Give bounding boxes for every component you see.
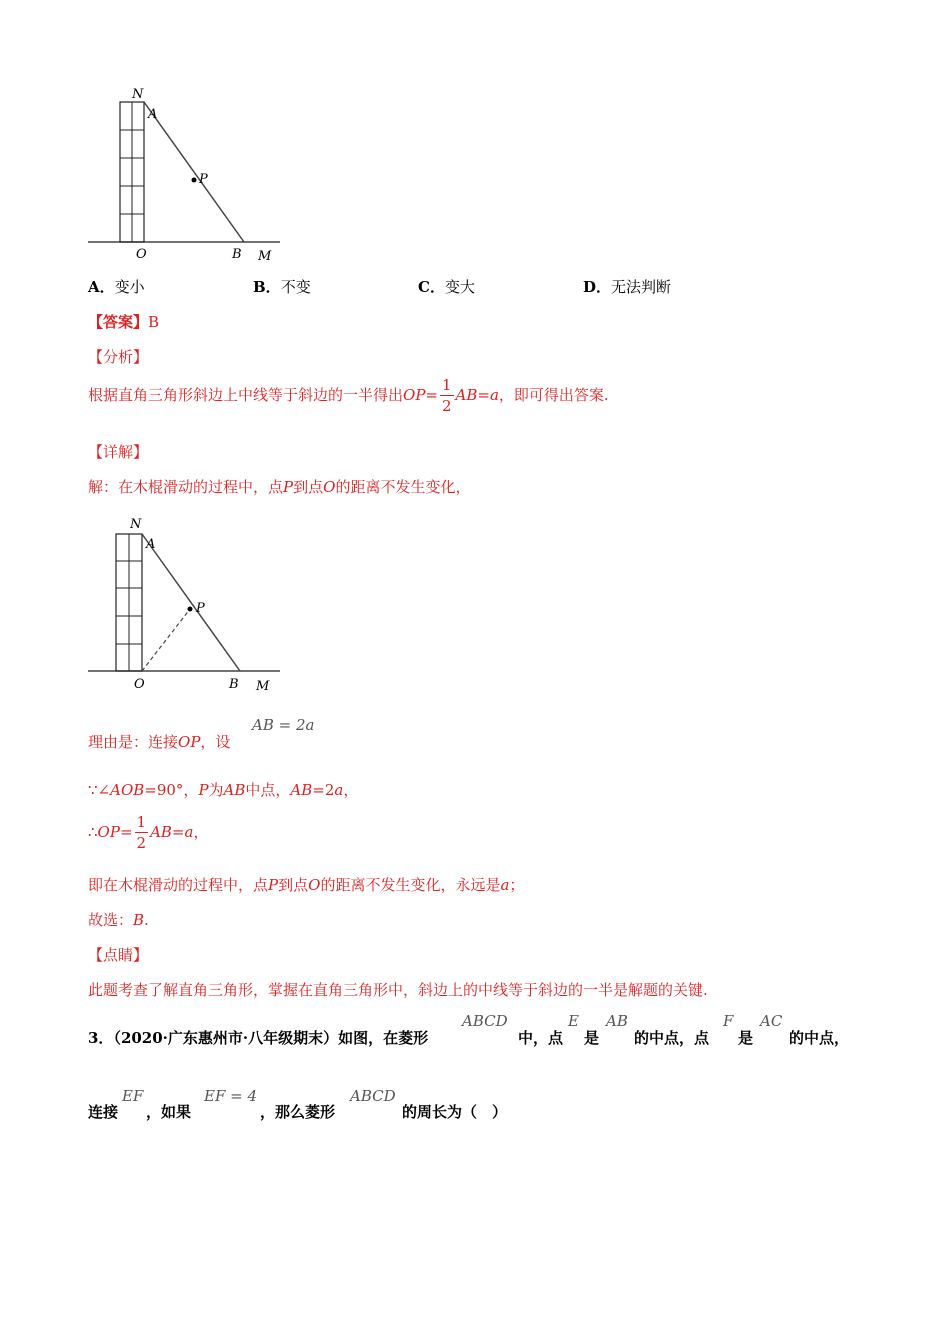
label-p: P	[196, 601, 205, 616]
option-a[interactable]: A．变小	[88, 278, 145, 296]
q3-text-9: ，那么菱形	[260, 1103, 336, 1121]
label-a: A	[146, 537, 156, 552]
label-a: A	[148, 107, 158, 122]
comment-text: 此题考查了解直角三角形，掌握在直角三角形中，斜边上的中线等于斜边的一半是解题的关键.	[88, 981, 708, 999]
q3-line-1: 3．（2020·广东惠州市·八年级期末）如图，在菱形	[88, 1029, 429, 1047]
q3-text-5: 是	[738, 1029, 754, 1047]
point-p	[188, 607, 193, 612]
point-p	[192, 178, 197, 183]
label-b: B	[232, 247, 242, 262]
segment-op	[142, 609, 190, 671]
label-p: P	[199, 172, 208, 187]
math-ac: AC	[760, 1012, 783, 1030]
stick-ab	[142, 534, 240, 671]
q3-text-8: ，如果	[146, 1103, 192, 1121]
reason-line-2: ∵∠AOB=90°，P为AB中点，AB=2a，	[88, 781, 359, 799]
stick-ab	[144, 102, 244, 242]
q3-text-7: 连接	[88, 1103, 119, 1121]
label-b: B	[229, 677, 239, 692]
reason-line-4: 即在木棍滑动的过程中，点P到点O的距离不发生变化，永远是a；	[88, 876, 525, 894]
option-d[interactable]: D．无法判断	[583, 278, 672, 296]
figure-ladder-2	[80, 508, 300, 698]
option-b[interactable]: B．不变	[253, 278, 311, 296]
detail-tag: 【详解】	[88, 443, 149, 461]
q3-text-2: 中，点	[518, 1029, 564, 1047]
answer-line: 【答案】B	[88, 313, 160, 331]
math-f: F	[723, 1012, 734, 1030]
label-o: O	[136, 247, 147, 262]
label-n: N	[130, 517, 142, 532]
comment-tag: 【点睛】	[88, 946, 149, 964]
math-e: E	[568, 1012, 579, 1030]
option-c[interactable]: C．变大	[418, 278, 475, 296]
math-ef: EF	[122, 1087, 144, 1105]
analysis-text: 根据直角三角形斜边上中线等于斜边的一半得出OP= $\frac{1}{2}$ AB=a，即可得出答案.	[88, 376, 609, 415]
q3-text-10: 的周长为（ ）	[402, 1103, 508, 1121]
label-n: N	[132, 87, 144, 102]
q3-text-3: 是	[584, 1029, 600, 1047]
label-o: O	[134, 677, 145, 692]
math-ab: AB	[606, 1012, 628, 1030]
math-ab-2a: AB = 2a	[252, 716, 315, 734]
label-m: M	[256, 679, 270, 694]
reason-line-3: ∴OP= $\frac{1}{2}$ AB=a，	[88, 813, 209, 852]
q3-text-4: 的中点，点	[634, 1029, 710, 1047]
fraction-half: $\frac{1}{2}$	[441, 376, 452, 415]
fraction-half-2: $\frac{1}{2}$	[136, 813, 147, 852]
math-abcd: ABCD	[462, 1012, 508, 1030]
detail-line-1: 解：在木棍滑动的过程中，点P到点O的距离不发生变化，	[88, 478, 471, 496]
figure-ladder-1	[80, 80, 300, 270]
label-m: M	[258, 249, 272, 264]
math-ef-4: EF = 4	[204, 1087, 258, 1105]
math-abcd-2: ABCD	[350, 1087, 396, 1105]
reason-line-1: 理由是：连接OP，设	[88, 733, 231, 751]
analysis-tag: 【分析】	[88, 348, 149, 366]
q3-text-6: 的中点，	[789, 1029, 850, 1047]
reason-line-5: 故选：B.	[88, 911, 149, 929]
